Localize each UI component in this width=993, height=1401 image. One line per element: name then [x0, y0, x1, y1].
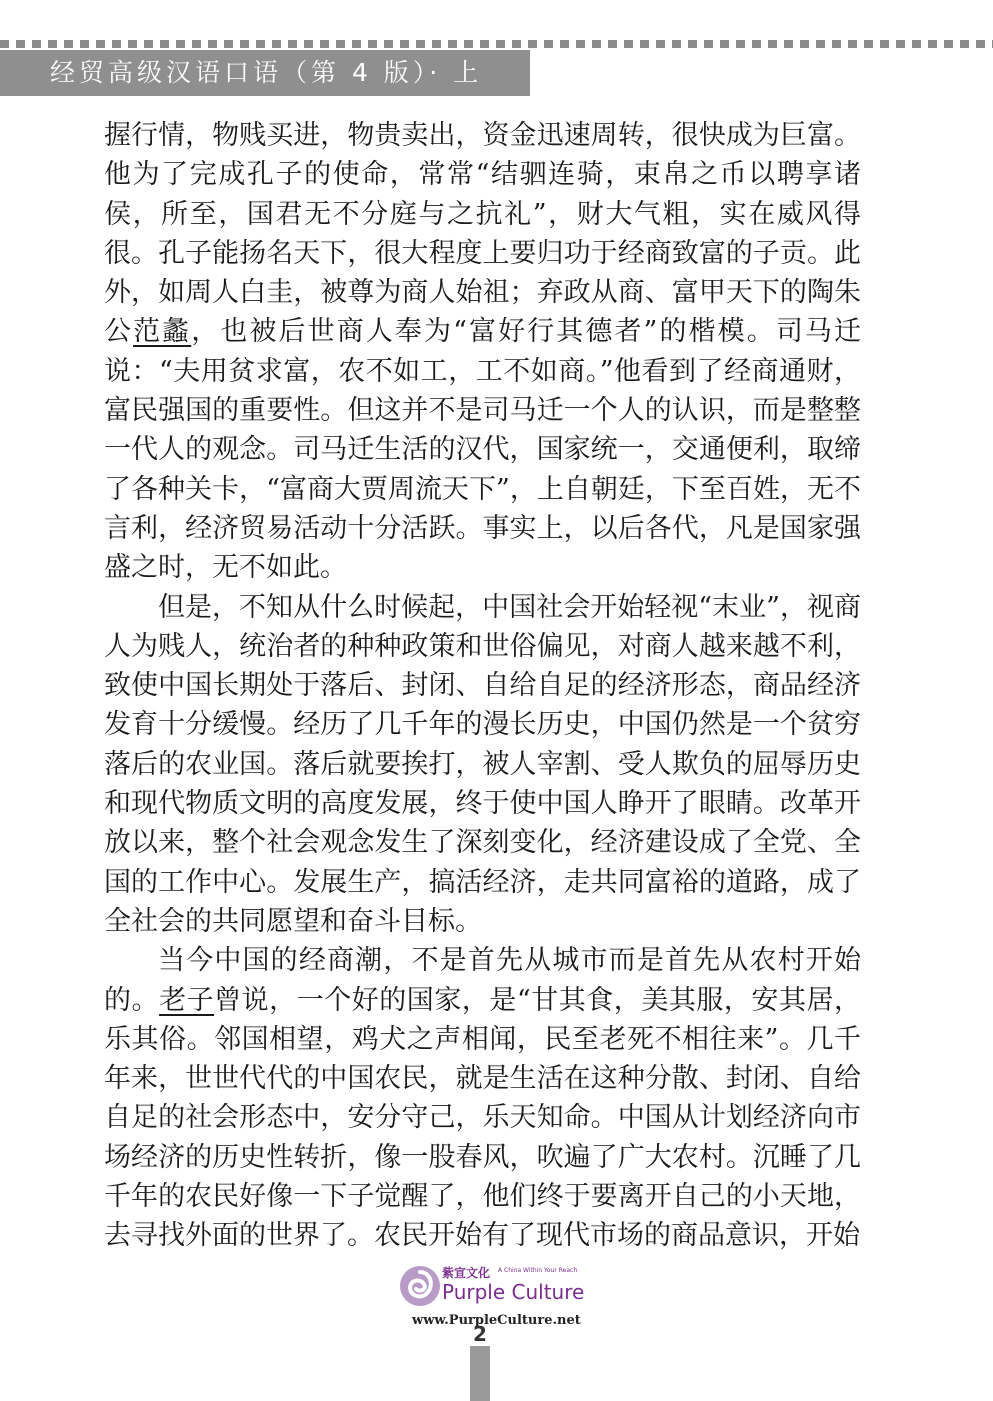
annotated-term: 老子: [159, 984, 215, 1016]
text-run: ，也被后世商人奉为“富好行其德者”的楷模。司马迁说：“夫用贫求富，农不如工，工不如商。”他看到了经商通财，富民强国的重要性。但这并不是司马迁一个人的认识，而是整整一代人的观念。司马迁生活的汉代，国家统一，交通便利，取缔了各种关卡，“富商大贾周流天下”，上自朝廷，下至百姓，无不言利，经济贸易活动十分活跃。事实上，以后各代，凡是国家强盛之时，无不如此。: [104, 316, 862, 584]
logo-tagline: A China Within Your Reach: [498, 1267, 578, 1274]
logo-chinese-name: 紫宣文化: [442, 1266, 491, 1280]
body-text: [104, 116, 861, 1256]
text-run: 但是，不知从什么时候起，中国社会开始轻视“末业”，视商人为贱人，统治者的种种政策和世俗偏见，对商人越来越不利，致使中国长期处于落后、封闭、自给自足的经济形态，商品经济发育十分缓慢。经历了几千年的漫长历史，中国仍然是一个贫穷落后的农业国。落后就要挨打，被人宰割、受人欺负的屈辱历史和现代物质文明的高度发展，终于使中国人睁开了眼睛。改革开放以来，整个社会观念发生了深刻变化，经济建设成了全党、全国的工作中心。发展生产，搞活经济，走共同富裕的道路，成了全社会的共同愿望和奋斗目标。: [104, 591, 861, 937]
paragraph: [104, 941, 861, 1255]
page-number: 2: [473, 1322, 487, 1346]
purple-culture-watermark: [398, 1262, 598, 1332]
book-title: 经贸高级汉语口语（第 4 版）· 上: [50, 58, 483, 87]
logo-url: www.PurpleCulture.net: [412, 1313, 581, 1328]
logo-brand-name: Purple Culture: [442, 1280, 585, 1304]
paragraph: [104, 588, 861, 942]
header-dash-rule: [0, 40, 993, 48]
annotated-term: 范蠡: [133, 316, 192, 348]
spiral-logo-icon: [398, 1262, 442, 1310]
paragraph: [104, 116, 861, 588]
text-run: 当今中国的经商潮，不是首先从城市而是首先从农村开始的。: [104, 945, 861, 1016]
text-run: 曾说，一个好的国家，是“甘其食，美其服，安其居，乐其俗。邻国相望，鸡犬之声相闻，民至老死不相往来”。几千年来，世世代代的中国农民，就是生活在这种分散、封闭、自给自足的社会形态中，安分守己，乐天知命。中国从计划经济向市场经济的历史性转折，像一股春风，吹遍了广大农村。沉睡了几千年的农民好像一下子觉醒了，他们终于要离开自己的小天地，去寻找外面的世界了。农民开始有了现代市场的商品意识，开始: [104, 984, 862, 1252]
book-title-bar: [0, 50, 530, 96]
text-run: 握行情，物贱买进，物贵卖出，资金迅速周转，很快成为巨富。他为了完成孔子的使命，常常“结驷连骑，束帛之币以聘享诸侯，所至，国君无不分庭与之抗礼”，财大气粗，实在威风得很。孔子能扬名天下，很大程度上要归功于经商致富的子贡。此外，如周人白圭，被尊为商人始祖；弃政从商、富甲天下的陶朱公: [104, 120, 861, 348]
page-tab-marker: [470, 1346, 490, 1401]
